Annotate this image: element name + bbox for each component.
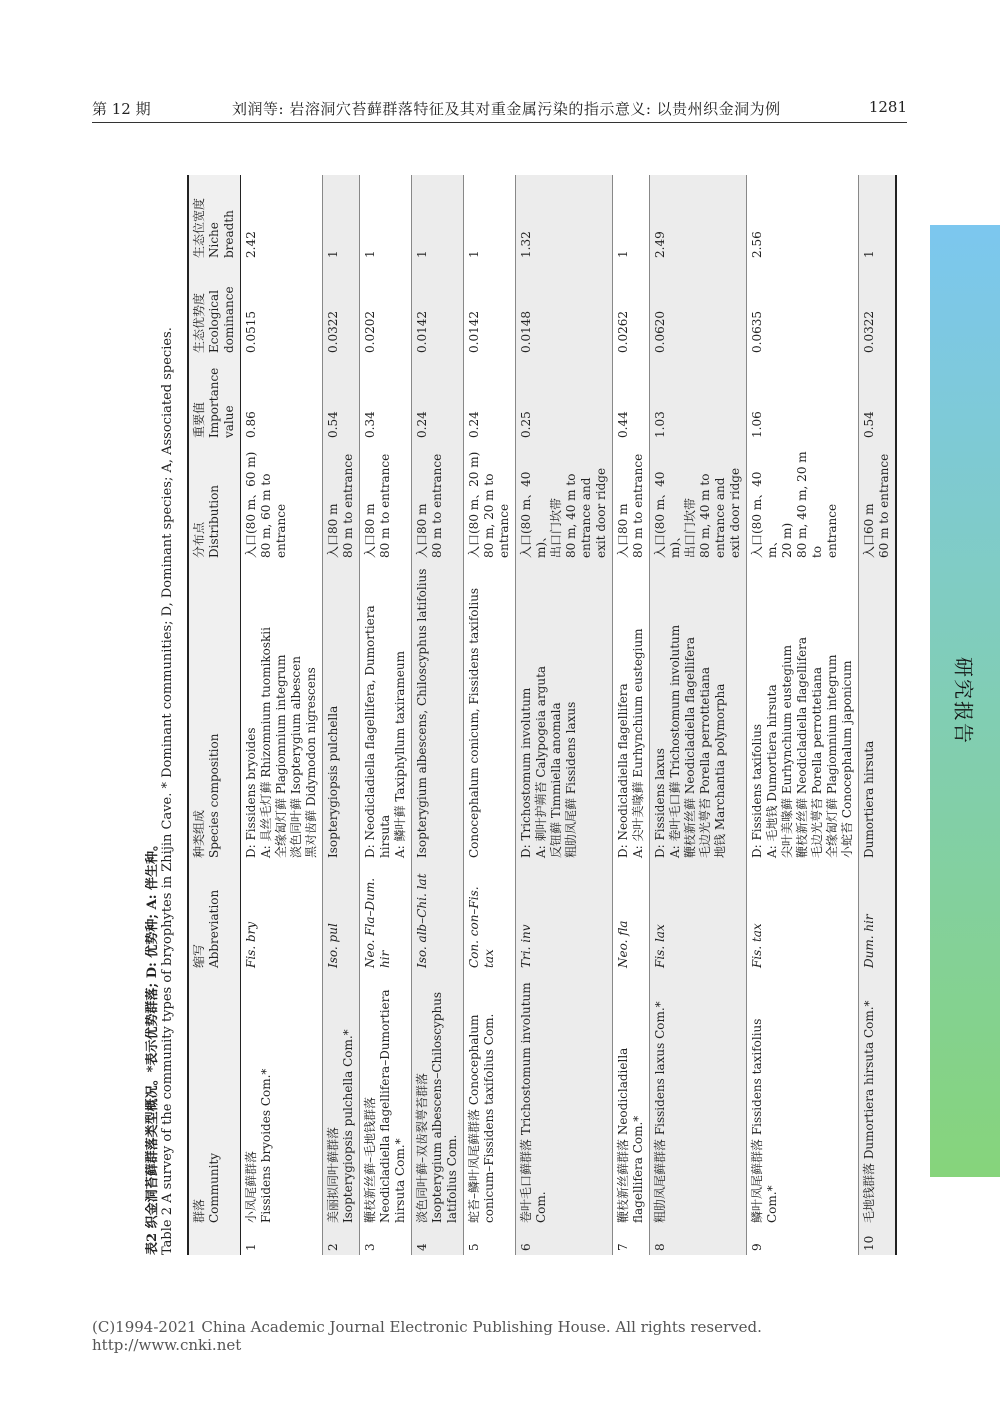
cell-no: 7 (616, 1243, 630, 1251)
cell-no: 5 (467, 1243, 481, 1251)
rotated-table-area (145, 175, 900, 1271)
cell-niche: 2.42 (244, 231, 258, 258)
table-header-row (188, 175, 241, 1255)
cell-community: 鞭枝新丝藓群落 Neodicladiella flagellifera Com.* (616, 1047, 645, 1223)
cell-community: 蛇苔–鳞叶凤尾藓群落 Conocephalum conicum–Fissidens taxifolius Com. (467, 1013, 496, 1223)
cell-composition: D: Fissidens bryoides A: 具丝毛灯藓 Rhizomnium tuomikoskii 全缘匐灯藓 Plagiomnium integrum 淡色同叶藓 Isopterygium albescen 黑对齿藓 Didymodon nigrescens (244, 627, 318, 858)
cell-importance: 1.06 (750, 411, 764, 438)
cell-community: 小凤尾藓群落 Fissidens bryoides Com.* (244, 1068, 273, 1223)
cell-niche: 2.49 (653, 231, 667, 258)
cell-niche: 1 (326, 250, 340, 258)
cell-niche: 1 (415, 250, 429, 258)
table-row (859, 175, 897, 1255)
table-caption (145, 175, 185, 1255)
cell-dominance: 0.0322 (326, 311, 340, 353)
cell-importance: 0.34 (363, 411, 377, 438)
issue-number: 第 12 期 (92, 100, 151, 118)
cell-no: 1 (244, 1243, 258, 1251)
cell-abbreviation: Fis. tax (750, 923, 764, 968)
header-divider (92, 122, 907, 123)
col-header-importance: 重要值 Importance value (188, 357, 241, 442)
cell-importance: 1.03 (653, 411, 667, 438)
community-table (187, 175, 897, 1255)
cell-dominance: 0.0322 (862, 311, 876, 353)
col-header-distribution: 分布点 Distribution (188, 442, 241, 562)
cell-abbreviation: Neo. Fla–Dum. hir (363, 877, 392, 968)
cell-distribution: 入口80 m 80 m to entrance (363, 453, 392, 558)
col-header-community: 群落 Community (188, 972, 241, 1227)
cell-distribution: 入口(80 m、40 m、 20 m) 80 m, 40 m, 20 m to entrance (750, 451, 839, 558)
cell-composition: Isopterygiopsis pulchella (326, 705, 340, 858)
cell-distribution: 入口(80 m、40 m)、 出口门坎带 80 m, 40 m to entrance and exit door ridge (653, 467, 742, 558)
cell-abbreviation: Con. con–Fis. tax (467, 886, 496, 968)
cell-dominance: 0.0202 (363, 311, 377, 353)
cell-community: 粗肋凤尾藓群落 Fissidens laxus Com.* (653, 1001, 667, 1223)
cell-dominance: 0.0635 (750, 311, 764, 353)
cell-no: 2 (326, 1243, 340, 1251)
copyright-footer: (C)1994-2021 China Academic Journal Electronic Publishing House. All rights reserved. http://www.cnki.net (92, 1318, 762, 1354)
col-header-no (188, 1227, 241, 1255)
cell-dominance: 0.0148 (519, 311, 533, 353)
cell-distribution: 入口80 m 80 m to entrance (415, 453, 444, 558)
table-row (613, 175, 650, 1255)
cell-community: 鞭枝新丝藓–毛地钱群落 Neodicladiella flagellifera–Dumortiera hirsuta Com.* (363, 989, 407, 1223)
cell-abbreviation: Tri. inv (519, 924, 533, 968)
cell-niche: 1.32 (519, 231, 533, 258)
cell-no: 10 (862, 1235, 876, 1251)
cell-importance: 0.54 (862, 411, 876, 438)
col-header-niche: 生态位宽度 Niche breadth (188, 175, 241, 262)
cell-community: 淡色同叶藓–双齿裂萼苔群落 Isopterygium albescens–Chiloscyphus latifolius Com. (415, 991, 459, 1223)
cell-importance: 0.24 (415, 411, 429, 438)
cell-distribution: 入口(80 m、40 m)、 出口门坎带 80 m, 40 m to entrance and exit door ridge (519, 467, 608, 558)
cell-no: 9 (750, 1243, 764, 1251)
cell-no: 8 (653, 1243, 667, 1251)
cell-composition: D: Neodicladiella flagellifera A: 尖叶美喙藓 Eurhynchium eustegium (616, 628, 645, 858)
cell-community: 卷叶毛口藓群落 Trichostomum involutum Com. (519, 982, 548, 1223)
cell-importance: 0.24 (467, 411, 481, 438)
section-tab-label: 研究报告 (951, 657, 976, 745)
running-header (92, 92, 907, 120)
cell-niche: 1 (616, 250, 630, 258)
table-row (412, 175, 464, 1255)
cell-niche: 1 (363, 250, 377, 258)
cell-distribution: 入口(80 m、60 m) 80 m, 60 m to entrance (244, 451, 288, 558)
cell-distribution: 入口60 m 60 m to entrance (862, 453, 891, 558)
cell-community: 美丽拟同叶藓群落 Isopterygiopsis pulchella Com.* (326, 1029, 355, 1223)
cell-community: 鳞叶凤尾藓群落 Fissidens taxifolius Com.* (750, 1018, 779, 1223)
cell-composition: D: Trichostomum involutum A: 刺叶护蒴苔 Calypogeia arguta 反钮藓 Timmiella anomala 粗肋凤尾藓 Fissidens laxus (519, 665, 578, 858)
cell-distribution: 入口80 m 80 m to entrance (616, 453, 645, 558)
cell-distribution: 入口80 m 80 m to entrance (326, 453, 355, 558)
table-body (241, 175, 897, 1255)
table-row (464, 175, 516, 1255)
col-header-composition: 种类组成 Species composition (188, 562, 241, 862)
cell-composition: Conocephalum conicum, Fissidens taxifolius (467, 587, 481, 858)
table-caption-cn: 表2 织金洞苔藓群落类型概况。*表示优势群落; D: 优势种; A: 伴生种。 (145, 837, 160, 1255)
col-header-dominance: 生态优势度 Ecological dominance (188, 262, 241, 357)
cell-niche: 1 (862, 250, 876, 258)
cell-abbreviation: Fis. lax (653, 924, 667, 968)
cell-no: 6 (519, 1243, 533, 1251)
cell-no: 4 (415, 1243, 429, 1251)
cell-dominance: 0.0142 (415, 311, 429, 353)
cell-abbreviation: Iso. pul (326, 923, 340, 968)
col-header-abbreviation: 缩写 Abbreviation (188, 862, 241, 972)
section-tab (930, 225, 1000, 1177)
cell-dominance: 0.0620 (653, 311, 667, 353)
table-row (650, 175, 747, 1255)
cell-abbreviation: Neo. fla (616, 920, 630, 968)
table-row (516, 175, 613, 1255)
running-title: 刘润等: 岩溶洞穴苔藓群落特征及其对重金属污染的指示意义: 以贵州织金洞为例 (232, 100, 781, 118)
cell-importance: 0.54 (326, 411, 340, 438)
cell-niche: 2.56 (750, 231, 764, 258)
cell-abbreviation: Dum. hir (862, 914, 876, 968)
cell-dominance: 0.0142 (467, 311, 481, 353)
cell-importance: 0.25 (519, 411, 533, 438)
cell-composition: Isopterygium albescens, Chiloscyphus latifolius (415, 568, 429, 858)
cell-composition: D: Fissidens taxifolius A: 毛地钱 Dumortiera hirsuta 尖叶美喙藓 Eurhynchium eustegium 鞭枝新丝藓 Neodicladiella flagellifera 毛边光萼苔 Porella perrottetiana 全缘匐灯藓 Plagiomnium integrum 小蛇苔 Conocephalum japonicum (750, 636, 854, 858)
cell-distribution: 入口(80 m、20 m) 80 m, 20 m to entrance (467, 451, 511, 558)
page-number: 1281 (868, 98, 907, 116)
cell-no: 3 (363, 1243, 377, 1251)
cell-importance: 0.44 (616, 411, 630, 438)
table-caption-en: Table 2 A survey of the community types of bryophytes in Zhijin Cave. * Dominant communities; D, Dominant species; A, Associated species. (160, 327, 175, 1255)
table-landscape (145, 175, 900, 1255)
cell-importance: 0.86 (244, 411, 258, 438)
cell-dominance: 0.0515 (244, 311, 258, 353)
cell-composition: D: Neodicladiella flagellifera, Dumortiera hirsuta A: 鳞叶藓 Taxiphyllum taxirameum (363, 605, 407, 858)
cell-abbreviation: Fis. bry (244, 921, 258, 968)
table-row (323, 175, 360, 1255)
cell-community: 毛地钱群落 Dumortiera hirsuta Com.* (862, 1000, 876, 1223)
cell-composition: D: Fissidens laxus A: 卷叶毛口藓 Trichostomum involutum 鞭枝新丝藓 Neodicladiella flagellifera 毛边光萼苔 Porella perrottetiana 地钱 Marchantia polymorpha (653, 624, 727, 858)
table-row (360, 175, 412, 1255)
table-row (241, 175, 323, 1255)
cell-abbreviation: Iso. alb–Chi. lat (415, 873, 429, 968)
table-row (747, 175, 859, 1255)
cell-dominance: 0.0262 (616, 311, 630, 353)
cell-niche: 1 (467, 250, 481, 258)
cell-composition: Dumortiera hirsuta (862, 740, 876, 858)
